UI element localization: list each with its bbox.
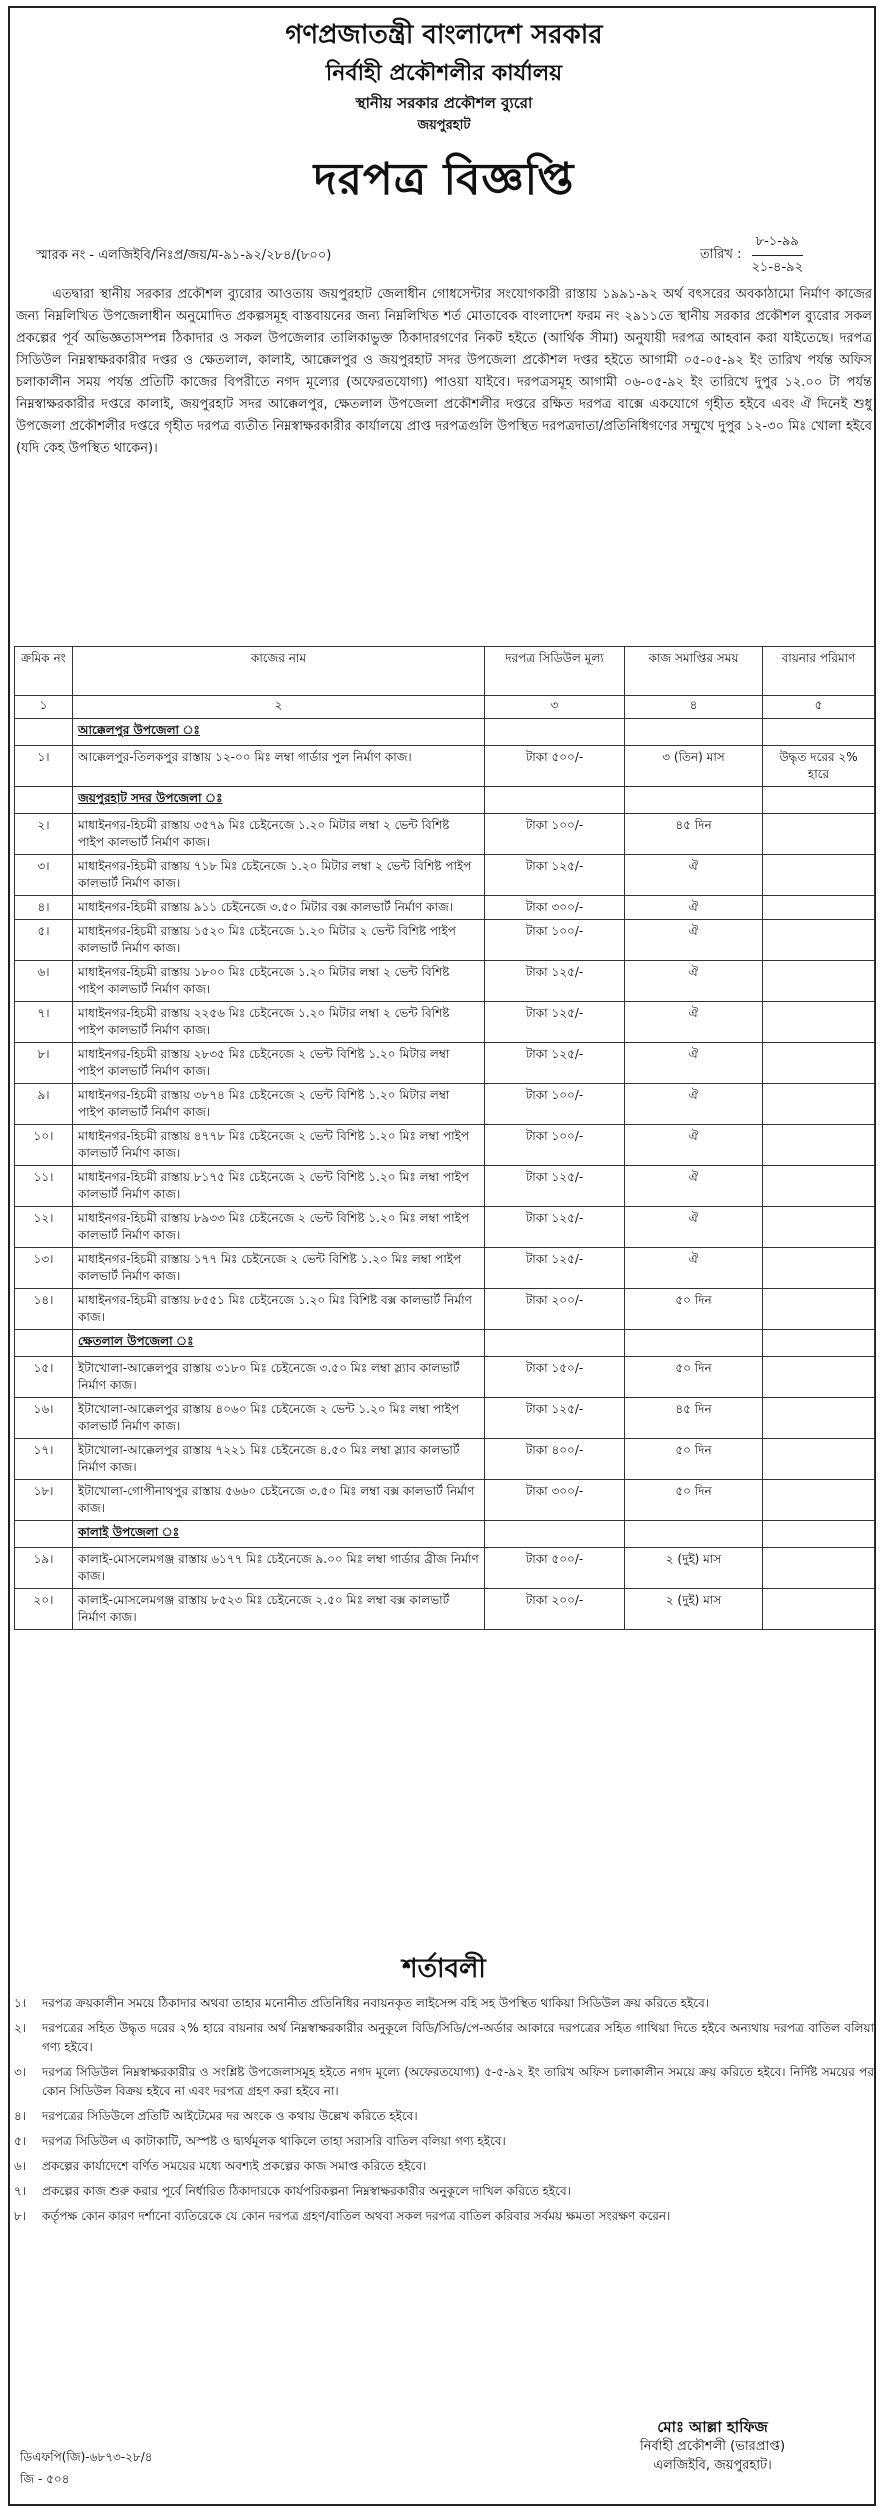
table-row	[15, 920, 875, 961]
index-cell: ৪	[625, 696, 763, 719]
time-cell: ২ (দুই) মাস	[625, 1548, 763, 1589]
condition-number: ২।	[14, 2021, 27, 2035]
fee-cell: টাকা ১০০/-	[485, 920, 625, 961]
table-row	[15, 746, 875, 787]
index-cell: ৫	[763, 696, 875, 719]
serial-cell: ৪।	[15, 896, 73, 920]
condition-text: দরপত্রের সহিত উদ্ধৃত দরের ২% হারে বায়নার অর্থ নিম্নস্বাক্ষরকারীর অনুকূলে বিডি/সিডি/পে-অর্ডার আকারে দরপত্রের সহিত গাথিয়া দিতে হইবে অন্যথায় দরপত্র বাতিল বলিয়া গণ্য হইবে।	[42, 2021, 874, 2054]
condition-number: ৫।	[14, 2134, 27, 2148]
table-section-row	[15, 1521, 875, 1548]
earnest-cell	[763, 1125, 875, 1166]
serial-cell: ১৩।	[15, 1248, 73, 1289]
condition-number: ৪।	[14, 2109, 27, 2123]
table-cell	[763, 1521, 875, 1548]
table-row	[15, 1439, 875, 1480]
time-cell: ৫০ দিন	[625, 1439, 763, 1480]
time-cell: ঐ	[625, 1207, 763, 1248]
section-name: জয়পুরহাট সদর উপজেলা ঃ	[73, 787, 485, 814]
time-cell: ৫০ দিন	[625, 1480, 763, 1521]
work-name-cell: মাধাইনগর-হিচমী রাস্তায় ৮১৭৫ মিঃ চেইনেজে ২ ভেন্ট বিশিষ্ট ১.২০ মিঃ লম্বা পাইপ কালভার্ট নির্মাণ কাজ।	[73, 1166, 485, 1207]
work-name-cell: মাধাইনগর-হিচমী রাস্তায় ৭১৮ মিঃ চেইনেজে ১.২০ মিটার লম্বা ২ ভেন্ট বিশিষ্ট পাইপ কালভার্ট নির্মাণ কাজ।	[73, 855, 485, 896]
col-header-serial: ক্রমিক নং	[15, 647, 73, 696]
table-row	[15, 1207, 875, 1248]
table-cell	[485, 1330, 625, 1357]
time-cell: ২ (দুই) মাস	[625, 1589, 763, 1630]
bureau-title: স্থানীয় সরকার প্রকৌশল ব্যুরো	[355, 94, 533, 112]
work-name-cell: কালাই-মোসলেমগঞ্জ রাস্তায় ৬১৭৭ মিঃ চেইনেজে ৯.০০ মিঃ লম্বা গার্ডার ব্রীজ নির্মাণ কাজ।	[73, 1548, 485, 1589]
table-cell	[485, 719, 625, 746]
earnest-cell	[763, 1357, 875, 1398]
table-row	[15, 1084, 875, 1125]
table-cell	[15, 1330, 73, 1357]
section-name: কালাই উপজেলা ঃ	[73, 1521, 485, 1548]
earnest-cell	[763, 814, 875, 855]
earnest-cell	[763, 1166, 875, 1207]
table-row	[15, 961, 875, 1002]
condition-text: দরপত্র সিডিউল এ কাটাকাটি, অস্পষ্ট ও দ্ব্যর্থমূলক থাকিলে তাহা সরাসরি বাতিল বলিয়া গণ্য হইবে।	[42, 2134, 506, 2148]
government-title: গণপ্রজাতন্ত্রী বাংলাদেশ সরকার	[285, 20, 603, 50]
table-cell	[485, 787, 625, 814]
fee-cell: টাকা ২০০/-	[485, 1289, 625, 1330]
fee-cell: টাকা ১২৫/-	[485, 1248, 625, 1289]
serial-cell: ৮।	[15, 1043, 73, 1084]
table-row	[15, 896, 875, 920]
serial-cell: ২।	[15, 814, 73, 855]
fee-cell: টাকা ৪০০/-	[485, 1439, 625, 1480]
work-name-cell: মাধাইনগর-হিচমী রাস্তায় ২৮৩৫ মিঃ চেইনেজে ২ ভেন্ট বিশিষ্ট ১.২০ মিটার লম্বা পাইপ কালভার্ট নির্মাণ কাজ।	[73, 1043, 485, 1084]
conditions-list	[14, 1994, 874, 2232]
earnest-cell	[763, 855, 875, 896]
section-name: ক্ষেতলাল উপজেলা ঃ	[73, 1330, 485, 1357]
table-row	[15, 1357, 875, 1398]
work-name-cell: মাধাইনগর-হিচমী রাস্তায় ১৫২০ মিঃ চেইনেজে ১.২০ মিটার ২ ভেন্ট বিশিষ্ট পাইপ কালভার্ট নির্মাণ কাজ।	[73, 920, 485, 961]
table-row	[15, 1589, 875, 1630]
earnest-cell	[763, 1439, 875, 1480]
table-header-row	[15, 647, 875, 696]
table-row	[15, 1002, 875, 1043]
earnest-cell	[763, 896, 875, 920]
table-section-row	[15, 787, 875, 814]
time-cell: ৫০ দিন	[625, 1357, 763, 1398]
table-row	[15, 1548, 875, 1589]
work-name-cell: মাধাইনগর-হিচমী রাস্তায় ১৭৭ মিঃ চেইনেজে ২ ভেন্ট বিশিষ্ট ১.২০ মিঃ লম্বা পাইপ কালভার্ট নির্মাণ কাজ।	[73, 1248, 485, 1289]
earnest-cell	[763, 920, 875, 961]
table-cell	[15, 719, 73, 746]
date-second: ২১-৪-৯২	[751, 260, 804, 275]
fee-cell: টাকা ১২৫/-	[485, 1166, 625, 1207]
time-cell: ৪৫ দিন	[625, 814, 763, 855]
index-cell: ২	[73, 696, 485, 719]
table-cell	[625, 719, 763, 746]
fee-cell: টাকা ১২৫/-	[485, 961, 625, 1002]
work-name-cell: কালাই-মোসলেমগঞ্জ রাস্তায় ৮৫২৩ মিঃ চেইনেজে ২.৫০ মিঃ লম্বা বক্স কালভার্ট নির্মাণ কাজ।	[73, 1589, 485, 1630]
serial-cell: ৯।	[15, 1084, 73, 1125]
signatory-office: এলজিইবি, জয়পুরহাট।	[653, 2458, 772, 2473]
fee-cell: টাকা ১০০/-	[485, 814, 625, 855]
serial-cell: ২০।	[15, 1589, 73, 1630]
index-cell: ১	[15, 696, 73, 719]
memo-number: স্মারক নং - এলজিইবি/নিঃপ্র/জয়/ম-৯১-৯২/২৮৪/(৮০০)	[36, 248, 332, 263]
time-cell: ঐ	[625, 1002, 763, 1043]
district-title: জয়পুরহাট	[417, 118, 471, 133]
serial-cell: ১৬।	[15, 1398, 73, 1439]
fee-cell: টাকা ১২৫/-	[485, 1398, 625, 1439]
earnest-cell	[763, 1207, 875, 1248]
condition-number: ১।	[14, 1996, 27, 2010]
serial-cell: ১২।	[15, 1207, 73, 1248]
table-row	[15, 1248, 875, 1289]
fee-cell: টাকা ১৫০/-	[485, 1357, 625, 1398]
condition-text: দরপত্র ক্রয়কালীন সময়ে ঠিকাদার অথবা তাহার মনোনীত প্রতিনিধির নবায়নকৃত লাইসেন্স বহি সহ উপস্থিত থাকিয়া সিডিউল ক্রয় করিতে হইবে।	[42, 1996, 710, 2010]
table-index-row	[15, 696, 875, 719]
table-cell	[763, 787, 875, 814]
time-cell: ৫০ দিন	[625, 1289, 763, 1330]
table-cell	[15, 787, 73, 814]
intro-paragraph: এতদ্বারা স্থানীয় সরকার প্রকৌশল ব্যুরোর আওতায় জয়পুরহাট জেলাধীন গোধসেন্টার সংযোগকারী রাস্তায় ১৯৯১-৯২ অর্থ বৎসরের অবকাঠামো নির্মাণ কাজের জন্য নিম্নলিখিত উপজেলাধীন অনুমোদিত প্রকল্পসমূহ বাস্তবায়নের জন্য নিম্নলিখিত শর্ত মোতাবেক বাংলাদেশ ফরম নং ২৯১১তে স্থানীয় সরকার প্রকৌশল ব্যুরোর সকল প্রকল্পের পূর্ব অভিজ্ঞতাসম্পন্ন ঠিকাদার ও সকল উপজেলার তালিকাভুক্ত ঠিকাদারগণের নিকট হইতে (আর্থিক সীমা) অনুযায়ী দরপত্র আহবান করা যাইতেছে। দরপত্র সিডিউল নিম্নস্বাক্ষরকারীর দপ্তর ও ক্ষেতলাল, কালাই, আক্কেলপুর ও জয়পুরহাট সদর উপজেলা প্রকৌশল দপ্তর হইতে আগামী ০৫-০৫-৯২ ইং তারিখ পর্যন্ত অফিস চলাকালীন সময় পর্যন্ত প্রতিটি কাজের বিপরীতে নগদ মূল্যের (অফেরতযোগ্য) পাওয়া যাইবে। দরপত্রসমূহ আগামী ০৬-০৫-৯২ ইং তারিখে দুপুর ১২.০০ টা পর্যন্ত নিম্নস্বাক্ষরকারীর দপ্তরে কালাই, জয়পুরহাট সদর আক্কেলপুর, ক্ষেতলাল উপজেলা প্রকৌশলীর দপ্তরে রক্ষিত দরপত্র বাক্সে একযোগে গৃহীত হইবে এবং ঐ দিনেই শুধু উপজেলা প্রকৌশলীর দপ্তরে গৃহীত দরপত্র ব্যতীত নিম্নস্বাক্ষরকারীর কার্যালয়ে প্রাপ্ত দরপত্রগুলি উপস্থিত দরপত্রদাতা/প্রতিনিধিগণের সম্মুখে দুপুর ১২-৩০ মিঃ খোলা হইবে (যদি কেহ উপস্থিত থাকেন)।	[16, 287, 873, 456]
work-name-cell: ইটাখোলা-আক্কেলপুর রাস্তায় ৩১৮০ মিঃ চেইনেজে ৩.৫০ মিঃ লম্বা স্ল্যাব কালভার্ট নির্মাণ কাজ।	[73, 1357, 485, 1398]
col-header-earnest: বায়নার পরিমাণ	[763, 647, 875, 696]
earnest-cell	[763, 1289, 875, 1330]
work-name-cell: মাধাইনগর-হিচমী রাস্তায় ৩৮৭৪ মিঃ চেইনেজে ২ ভেন্ট বিশিষ্ট ১.২০ মিটার লম্বা পাইপ কালভার্ট নির্মাণ কাজ।	[73, 1084, 485, 1125]
time-cell: ঐ	[625, 1043, 763, 1084]
work-name-cell: ইটাখোলা-গোপীনাথপুর রাস্তায় ৫৬৬০ চেইনেজে ৩.৫০ মিঃ লম্বা বক্স কালভার্ট নির্মাণ কাজ।	[73, 1480, 485, 1521]
serial-cell: ১৮।	[15, 1480, 73, 1521]
fee-cell: টাকা ৩০০/-	[485, 896, 625, 920]
condition-number: ৮।	[14, 2209, 27, 2223]
table-row	[15, 1398, 875, 1439]
time-cell: ঐ	[625, 1248, 763, 1289]
time-cell: ঐ	[625, 855, 763, 896]
condition-text: প্রকল্পের কাজ শুরু করার পূর্বে নির্ধারিত ঠিকাদারকে কার্যপরিকল্পনা নিম্নস্বাক্ষরকারীর অনুকূলে দাখিল করিতে হইবে।	[42, 2184, 571, 2198]
work-name-cell: ইটাখোলা-আক্কেলপুর রাস্তায় ৭২২১ মিঃ চেইনেজে ৪.৫০ মিঃ লম্বা স্ল্যাব কালভার্ট নির্মাণ কাজ।	[73, 1439, 485, 1480]
signatory-designation: নির্বাহী প্রকৌশলী (ভারপ্রাপ্ত)	[640, 2439, 786, 2454]
time-cell: ঐ	[625, 920, 763, 961]
table-cell	[625, 787, 763, 814]
fee-cell: টাকা ১২৫/-	[485, 1043, 625, 1084]
time-cell: ৩ (তিন) মাস	[625, 746, 763, 787]
condition-text: কর্তৃপক্ষ কোন কারণ দর্শানো ব্যতিরেকে যে কোন দরপত্র গ্রহণ/বাতিল অথবা সকল দরপত্র বাতিল করিবার সর্বময় ক্ষমতা সংরক্ষণ করেন।	[42, 2209, 671, 2223]
tender-table	[14, 646, 875, 1630]
earnest-cell	[763, 1398, 875, 1439]
work-name-cell: ইটাখোলা-আক্কেলপুর রাস্তায় ৪০৬০ মিঃ চেইনেজে ২ ভেন্ট ১.২০ মিঃ লম্বা পাইপ কালভার্ট নির্মাণ কাজ।	[73, 1398, 485, 1439]
condition-item	[14, 2157, 874, 2176]
condition-item	[14, 1994, 874, 2013]
table-section-row	[15, 1330, 875, 1357]
fee-cell: টাকা ১০০/-	[485, 1084, 625, 1125]
work-name-cell: মাধাইনগর-হিচমী রাস্তায় ৯১১ চেইনেজে ৩.৫০ মিটার বক্স কালভার্ট নির্মাণ কাজ।	[73, 896, 485, 920]
condition-item	[14, 2207, 874, 2226]
col-header-work: কাজের নাম	[73, 647, 485, 696]
work-name-cell: মাধাইনগর-হিচমী রাস্তায় ২২৫৬ মিঃ চেইনেজে ১.২০ মিটার লম্বা ২ ভেন্ট বিশিষ্ট পাইপ কালভার্ট নির্মাণ কাজ।	[73, 1002, 485, 1043]
fee-cell: টাকা ১২৫/-	[485, 1002, 625, 1043]
time-cell: ঐ	[625, 1125, 763, 1166]
table-row	[15, 1043, 875, 1084]
table-section-row	[15, 719, 875, 746]
work-name-cell: আক্কেলপুর-তিলকপুর রাস্তায় ১২-০০ মিঃ লম্বা গার্ডার পুল নির্মাণ কাজ।	[73, 746, 485, 787]
work-name-cell: মাধাইনগর-হিচমী রাস্তায় ৩৫৭৯ মিঃ চেইনেজে ১.২০ মিটার লম্বা ২ ভেন্ট বিশিষ্ট পাইপ কালভার্ট নির্মাণ কাজ।	[73, 814, 485, 855]
earnest-cell	[763, 1002, 875, 1043]
fee-cell: টাকা ৫০০/-	[485, 746, 625, 787]
time-cell: ঐ	[625, 1084, 763, 1125]
table-cell	[763, 719, 875, 746]
work-name-cell: মাধাইনগর-হিচমী রাস্তায় ১৮০০ মিঃ চেইনেজে ১.২০ মিটার লম্বা ২ ভেন্ট বিশিষ্ট পাইপ কালভার্ট নির্মাণ কাজ।	[73, 961, 485, 1002]
serial-cell: ১০।	[15, 1125, 73, 1166]
earnest-cell	[763, 961, 875, 1002]
serial-cell: ৭।	[15, 1002, 73, 1043]
section-name: আক্কেলপুর উপজেলা ঃ	[73, 719, 485, 746]
fee-cell: টাকা ১২৫/-	[485, 855, 625, 896]
footer-ref: ডিএফপি(জি)-৬৮৭৩-২৮/৪	[20, 2450, 153, 2464]
condition-item	[14, 2063, 874, 2101]
earnest-cell	[763, 1043, 875, 1084]
fee-cell: টাকা ১২৫/-	[485, 1207, 625, 1248]
table-cell	[625, 1521, 763, 1548]
fee-cell: টাকা ১০০/-	[485, 1125, 625, 1166]
table-cell	[625, 1330, 763, 1357]
index-cell: ৩	[485, 696, 625, 719]
condition-item	[14, 2107, 874, 2126]
serial-cell: ৩।	[15, 855, 73, 896]
table-row	[15, 1125, 875, 1166]
date-block	[700, 232, 807, 279]
condition-number: ৭।	[14, 2184, 27, 2198]
serial-cell: ৬।	[15, 961, 73, 1002]
condition-item	[14, 2019, 874, 2057]
work-name-cell: মাধাইনগর-হিচমী রাস্তায় ৪৭৭৮ মিঃ চেইনেজে ২ ভেন্ট বিশিষ্ট ১.২০ মিঃ লম্বা পাইপ কালভার্ট নির্মাণ কাজ।	[73, 1125, 485, 1166]
signatory-name: মোঃ আল্লা হাফিজ	[657, 2418, 768, 2436]
serial-cell: ১৭।	[15, 1439, 73, 1480]
serial-cell: ১৯।	[15, 1548, 73, 1589]
time-cell: ঐ	[625, 1166, 763, 1207]
serial-cell: ১৫।	[15, 1357, 73, 1398]
condition-number: ৩।	[14, 2065, 27, 2079]
table-row	[15, 855, 875, 896]
earnest-cell	[763, 1084, 875, 1125]
date-values	[747, 232, 807, 279]
table-body	[15, 719, 875, 1630]
footer-code: জি - ৫০৪	[20, 2472, 70, 2486]
condition-item	[14, 2132, 874, 2151]
condition-item	[14, 2182, 874, 2201]
earnest-cell	[763, 1589, 875, 1630]
serial-cell: ১।	[15, 746, 73, 787]
signature-block	[640, 2418, 785, 2475]
fee-cell: টাকা ২০০/-	[485, 1589, 625, 1630]
table-cell	[15, 1521, 73, 1548]
notice-heading: দরপত্র বিজ্ঞপ্তি	[313, 154, 575, 205]
table-cell	[763, 1330, 875, 1357]
office-title: নির্বাহী প্রকৌশলীর কার্যালয়	[325, 61, 563, 86]
fee-cell: টাকা ৫০০/-	[485, 1548, 625, 1589]
conditions-title: শর্তাবলী	[402, 1954, 486, 1984]
table-row	[15, 1289, 875, 1330]
condition-text: দরপত্র সিডিউল নিম্নস্বাক্ষরকারীর ও সংশ্লিষ্ট উপজেলাসমূহ হইতে নগদ মূল্যে (অফেরতযোগ্য) ৫-৫-৯২ ইং তারিখ অফিস চলাকালীন সময়ে ক্রয় করিতে হইবে। নির্দিষ্ট সময়ের পর কোন সিডিউল বিক্রয় হইবে না এবং দরপত্র গ্রহণ করা হইবে না।	[42, 2065, 874, 2098]
table-row	[15, 814, 875, 855]
footer	[20, 2446, 153, 2490]
earnest-cell	[763, 1548, 875, 1589]
condition-text: দরপত্রের সিডিউলে প্রতিটি আইটেমের দর অংকে ও কথায় উল্লেখ করিতে হইবে।	[42, 2109, 418, 2123]
col-header-time: কাজ সমাপ্তির সময়	[625, 647, 763, 696]
earnest-cell: উদ্ধৃত দরের ২% হারে	[763, 746, 875, 787]
time-cell: ঐ	[625, 896, 763, 920]
earnest-cell	[763, 1248, 875, 1289]
work-name-cell: মাধাইনগর-হিচমী রাস্তায় ৮৫৫১ মিঃ চেইনেজে ১.২০ মিঃ বিশিষ্ট বক্স কালভার্ট নির্মাণ কাজ।	[73, 1289, 485, 1330]
table-row	[15, 1166, 875, 1207]
col-header-fee: দরপত্র সিডিউল মূল্য	[485, 647, 625, 696]
serial-cell: ৫।	[15, 920, 73, 961]
time-cell: ৪৫ দিন	[625, 1398, 763, 1439]
fee-cell: টাকা ৩০০/-	[485, 1480, 625, 1521]
condition-number: ৬।	[14, 2159, 27, 2173]
condition-text: প্রকল্পের কার্যাদেশে বর্ণিত সময়ের মধ্যে অবশ্যই প্রকল্পের কাজ সমাপ্ত করিতে হইবে।	[42, 2159, 427, 2173]
date-label: তারিখ :	[700, 247, 742, 262]
serial-cell: ১৪।	[15, 1289, 73, 1330]
time-cell: ঐ	[625, 961, 763, 1002]
table-row	[15, 1480, 875, 1521]
date-first: ৮-১-৯৯	[752, 232, 803, 256]
table-cell	[485, 1521, 625, 1548]
earnest-cell	[763, 1480, 875, 1521]
serial-cell: ১১।	[15, 1166, 73, 1207]
work-name-cell: মাধাইনগর-হিচমী রাস্তায় ৮৯৩৩ মিঃ চেইনেজে ২ ভেন্ট বিশিষ্ট ১.২০ মিঃ লম্বা পাইপ কালভার্ট নির্মাণ কাজ।	[73, 1207, 485, 1248]
